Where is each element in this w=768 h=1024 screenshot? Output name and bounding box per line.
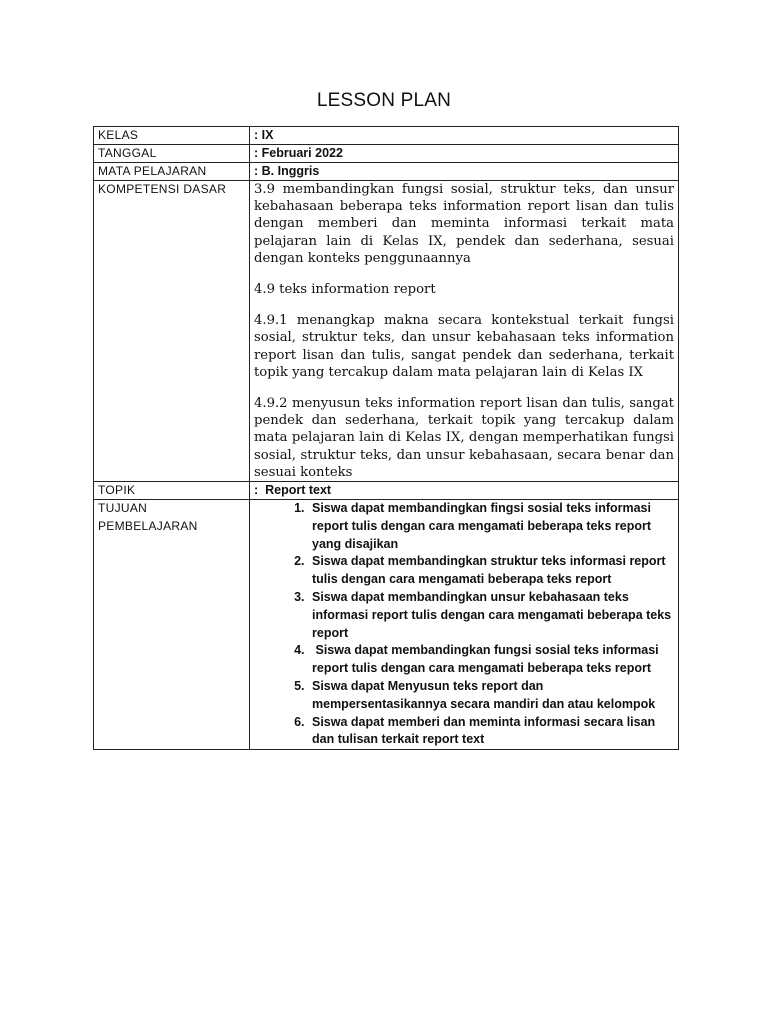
table-row-tanggal — [94, 145, 679, 163]
topik-label: TOPIK — [94, 482, 250, 500]
lesson-plan-table — [93, 126, 679, 750]
list-item: 6. Siswa dapat memberi dan meminta informasi secara lisan dan tulisan terkait report text — [308, 714, 674, 750]
list-item: 4. Siswa dapat membandingkan fungsi sosial teks informasi report tulis dengan cara mengamati beberapa teks report — [308, 642, 674, 678]
tujuan-pembelajaran-content — [250, 500, 679, 750]
mata-pelajaran-label: MATA PELAJARAN — [94, 163, 250, 181]
list-item: 3. Siswa dapat membandingkan unsur kebahasaan teks informasi report tulis dengan cara mengamati beberapa teks report — [308, 589, 674, 642]
kd-paragraph-4-9-2: 4.9.2 menyusun teks information report lisan dan tulis, sangat pendek dan sederhana, terkait topik yang tercakup dalam mata pelajaran lain di Kelas IX, dengan memperhatikan fungsi sosial, struktur teks, dan unsur kebahasaan, secara benar dan sesuai konteks — [254, 396, 674, 480]
kelas-value: : IX — [250, 127, 679, 145]
tujuan-label-line-2: PEMBELAJARAN — [98, 518, 198, 533]
tanggal-label: TANGGAL — [94, 145, 250, 163]
list-item: 1. Siswa dapat membandingkan fingsi sosial teks informasi report tulis dengan cara mengamati beberapa teks report yang disajikan — [308, 500, 674, 553]
kelas-label: KELAS — [94, 127, 250, 145]
table-row-kompetensi-dasar — [94, 181, 679, 482]
kd-paragraph-4-9: 4.9 teks information report — [254, 282, 436, 298]
tujuan-pembelajaran-label — [94, 500, 250, 750]
kompetensi-dasar-label: KOMPETENSI DASAR — [94, 181, 250, 482]
list-item: 2. Siswa dapat membandingkan struktur teks informasi report tulis dengan cara mengamati beberapa teks report — [308, 553, 674, 589]
kd-paragraph-3-9: 3.9 membandingkan fungsi sosial, struktur teks, dan unsur kebahasaan beberapa teks information report lisan dan tulis dengan memberi dan meminta informasi terkait mata pelajaran lain di Kelas IX, pendek dan sederhana, sesuai dengan konteks penggunaannya — [254, 182, 674, 266]
objectives-list — [254, 500, 674, 749]
topik-value: : Report text — [250, 482, 679, 500]
table-row-mata-pelajaran — [94, 163, 679, 181]
page-title: LESSON PLAN — [316, 90, 452, 111]
mata-pelajaran-value: : B. Inggris — [250, 163, 679, 181]
table-row-tujuan-pembelajaran — [94, 500, 679, 750]
tujuan-label-line-1: TUJUAN — [98, 501, 148, 516]
tanggal-value: : Februari 2022 — [250, 145, 679, 163]
table-row-topik — [94, 482, 679, 500]
table-row-kelas — [94, 127, 679, 145]
kompetensi-dasar-content — [250, 181, 679, 482]
kd-paragraph-4-9-1: 4.9.1 menangkap makna secara kontekstual terkait fungsi sosial, struktur teks, dan unsur kebahasaan teks information report lisan dan tulis, sangat pendek dan sederhana, terkait topik yang tercakup dalam mata pelajaran lain di Kelas IX — [254, 313, 674, 380]
list-item: 5. Siswa dapat Menyusun teks report dan mempersentasikannya secara mandiri dan atau kelompok — [308, 678, 674, 714]
